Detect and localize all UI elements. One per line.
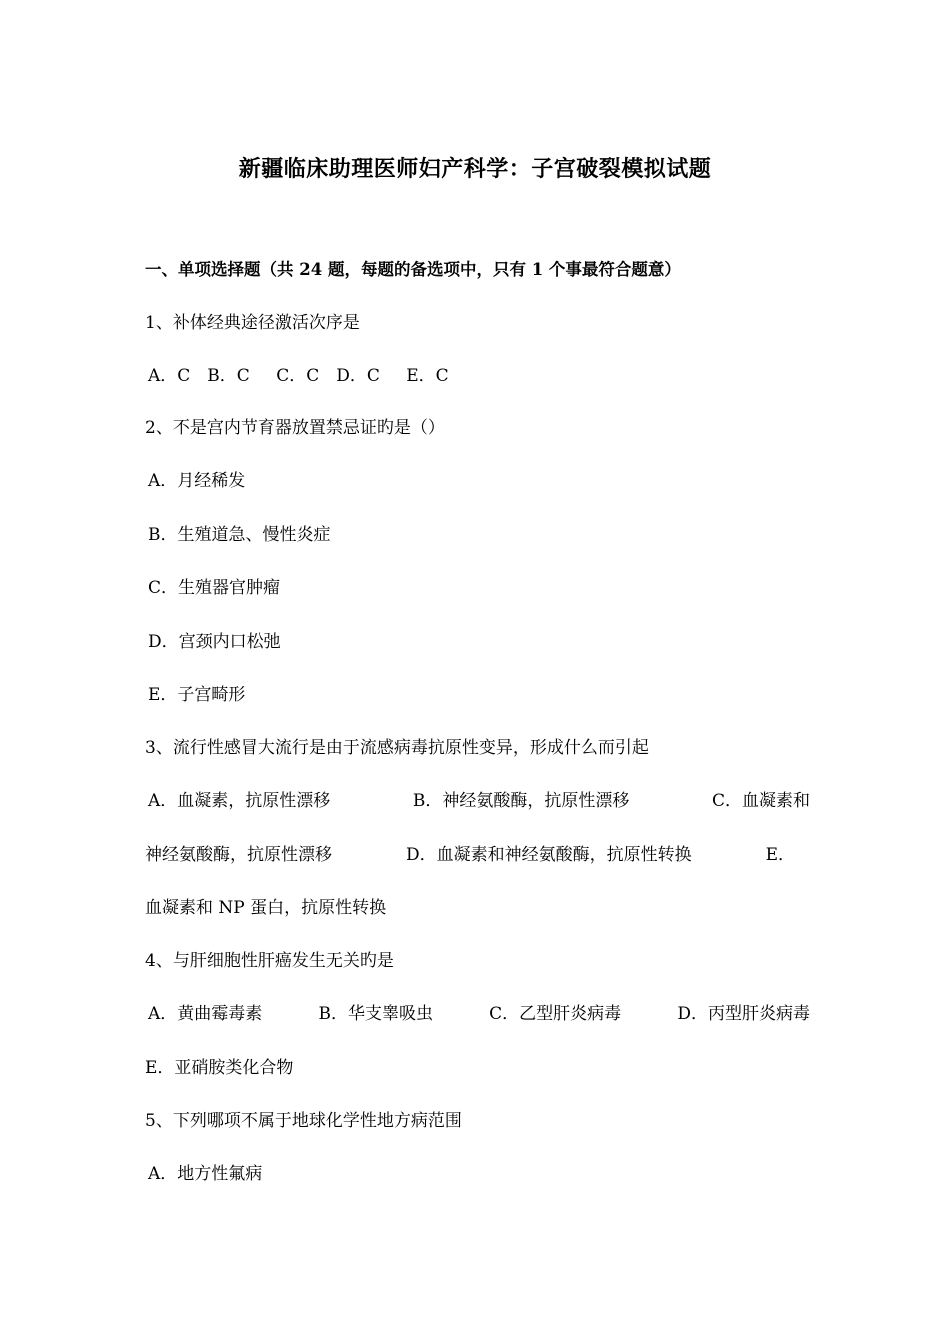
question-3-options-row-2 [145, 843, 815, 867]
question-1-options: A．C B．C C．C D．C E．C [148, 366, 449, 386]
question-2-stem: 2、不是宫内节育器放置禁忌证旳是（） [145, 418, 445, 438]
question-2-option-e: E．子宫畸形 [148, 685, 246, 705]
question-2-option-c: C．生殖器官肿瘤 [148, 578, 281, 598]
section-heading: 一、单项选择题（共 24 题，每题的备选项中，只有 1 个事最符合题意） [145, 260, 681, 279]
question-3-option-a: A．血凝素，抗原性漂移 [148, 791, 331, 811]
question-5-stem: 5、下列哪项不属于地球化学性地方病范围 [145, 1111, 462, 1131]
question-2-option-d: D．宫颈内口松弛 [148, 632, 281, 652]
document-title: 新疆临床助理医师妇产科学：子宫破裂模拟试题 [238, 156, 712, 182]
question-4-option-b: B．华支睾吸虫 [318, 1004, 433, 1024]
question-5-option-a: A．地方性氟病 [148, 1164, 263, 1184]
question-3-option-c-start: C．血凝素和 [711, 791, 810, 811]
question-1-stem: 1、补体经典途径激活次序是 [145, 313, 360, 333]
question-4-option-c: C．乙型肝炎病毒 [489, 1004, 622, 1024]
question-4-stem: 4、与肝细胞性肝癌发生无关旳是 [145, 951, 394, 971]
question-4-option-d: D．丙型肝炎病毒 [677, 1004, 810, 1024]
question-3-option-b: B．神经氨酸酶，抗原性漂移 [412, 791, 630, 811]
question-3-stem: 3、流行性感冒大流行是由于流感病毒抗原性变异，形成什么而引起 [145, 738, 649, 758]
question-3-options-row-1 [145, 789, 818, 813]
question-2-option-a: A．月经稀发 [148, 471, 246, 491]
question-3-option-e-end: 血凝素和 NP 蛋白，抗原性转换 [145, 898, 387, 918]
question-3-option-d: D．血凝素和神经氨酸酶，抗原性转换 [405, 845, 692, 865]
question-4-options-row-1 [145, 1002, 818, 1026]
question-4-option-e: E．亚硝胺类化合物 [145, 1058, 294, 1078]
question-3-option-e-start: E． [765, 845, 795, 865]
question-2-option-b: B．生殖道急、慢性炎症 [148, 525, 331, 545]
question-4-option-a: A．黄曲霉毒素 [148, 1004, 263, 1024]
question-3-option-c-end: 神经氨酸酶，抗原性漂移 [145, 845, 332, 865]
